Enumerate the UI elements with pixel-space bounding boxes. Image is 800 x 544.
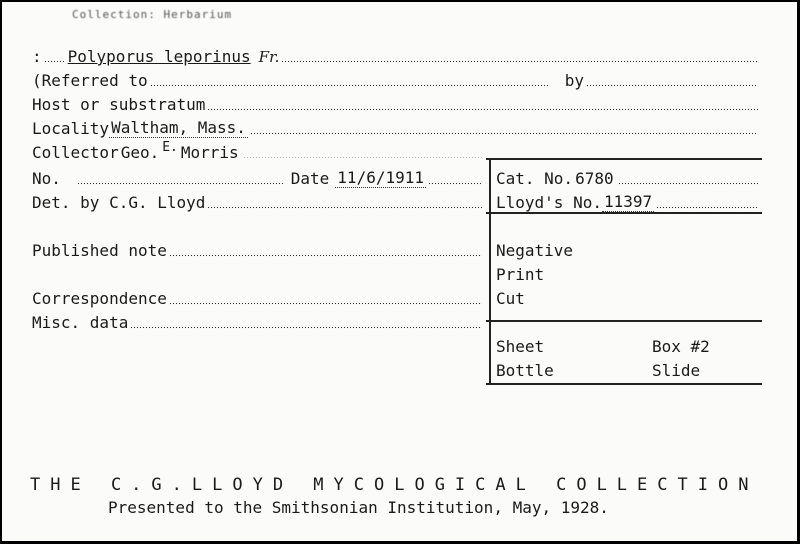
species-dots	[281, 60, 758, 63]
slide-label: Slide	[652, 361, 701, 380]
correspondence-row	[32, 286, 484, 308]
lloyd-row	[496, 190, 760, 212]
cut-label: Cut	[496, 289, 525, 308]
collection-title: THE C.G.LLOYD MYCOLOGICAL COLLECTION	[30, 475, 759, 495]
date-dots	[428, 182, 482, 185]
cat-label: Cat. No.	[496, 169, 574, 188]
det-label: Det. by C.G. Lloyd	[32, 193, 206, 212]
no-dots	[77, 182, 283, 185]
species-row	[32, 44, 760, 66]
box-mid-rule	[486, 212, 762, 214]
collector-last: Morris	[180, 143, 239, 162]
host-dots	[207, 108, 758, 111]
collection-subtitle: Presented to the Smithsonian Institution, May, 1928.	[108, 498, 609, 517]
lloyd-dots	[656, 206, 758, 209]
card-border-left	[0, 0, 2, 544]
published-row	[32, 238, 484, 260]
collector-label: Collector	[32, 143, 119, 162]
lloyd-label: Lloyd's No.	[496, 193, 602, 212]
box-divider	[489, 160, 491, 384]
species-authority: Fr.	[258, 48, 280, 66]
det-row	[32, 190, 484, 212]
correspondence-label: Correspondence	[32, 289, 167, 308]
sheet-label: Sheet	[496, 337, 545, 356]
negative-label: Negative	[496, 241, 574, 260]
print-label: Print	[496, 265, 545, 284]
misc-row	[32, 310, 484, 332]
referred-to-label: (Referred to	[32, 71, 148, 90]
card-border-top	[0, 0, 800, 2]
species-name: Polyporus leporinus	[67, 47, 251, 66]
collector-row	[32, 140, 486, 162]
locality-row	[32, 116, 760, 138]
lloyd-value: 11397	[603, 192, 653, 211]
by-label: by	[564, 71, 584, 90]
box-lower-rule	[486, 320, 762, 322]
cut-row	[496, 286, 760, 308]
cat-value: 6780	[575, 169, 614, 188]
cat-row	[496, 166, 760, 188]
number-date-row	[32, 166, 484, 188]
correspondence-dots	[169, 302, 482, 305]
no-label: No.	[32, 169, 61, 188]
host-label: Host or substratum	[32, 95, 206, 114]
bottle-slide-row	[496, 358, 760, 380]
negative-row	[496, 238, 760, 260]
published-dots	[169, 254, 482, 257]
referred-to-row	[32, 68, 760, 90]
locality-value: Waltham, Mass.	[111, 118, 246, 137]
bottle-label: Bottle	[496, 361, 554, 380]
species-leading-dots	[44, 60, 64, 63]
collector-dots	[243, 156, 484, 159]
collector-first: Geo.	[120, 143, 160, 162]
referred-to-dots	[150, 84, 549, 87]
published-label: Published note	[32, 241, 167, 260]
by-dots	[586, 84, 758, 87]
cat-dots	[618, 182, 758, 185]
box-top-rule	[486, 158, 762, 160]
collector-initial: E.	[162, 140, 178, 155]
date-label: Date	[290, 169, 330, 188]
misc-dots	[130, 326, 482, 329]
host-row	[32, 92, 760, 114]
species-leading-colon: :	[32, 47, 42, 66]
date-value: 11/6/1911	[337, 168, 424, 187]
box-bottom-rule	[486, 383, 762, 385]
print-row	[496, 262, 760, 284]
sheet-box-row	[496, 334, 760, 356]
locality-dots	[250, 132, 758, 135]
box-label: Box #2	[652, 337, 710, 356]
misc-label: Misc. data	[32, 313, 129, 332]
locality-label: Locality	[32, 119, 110, 138]
faded-stamp: Collection: Herbarium	[72, 8, 233, 21]
det-dots	[207, 206, 482, 209]
